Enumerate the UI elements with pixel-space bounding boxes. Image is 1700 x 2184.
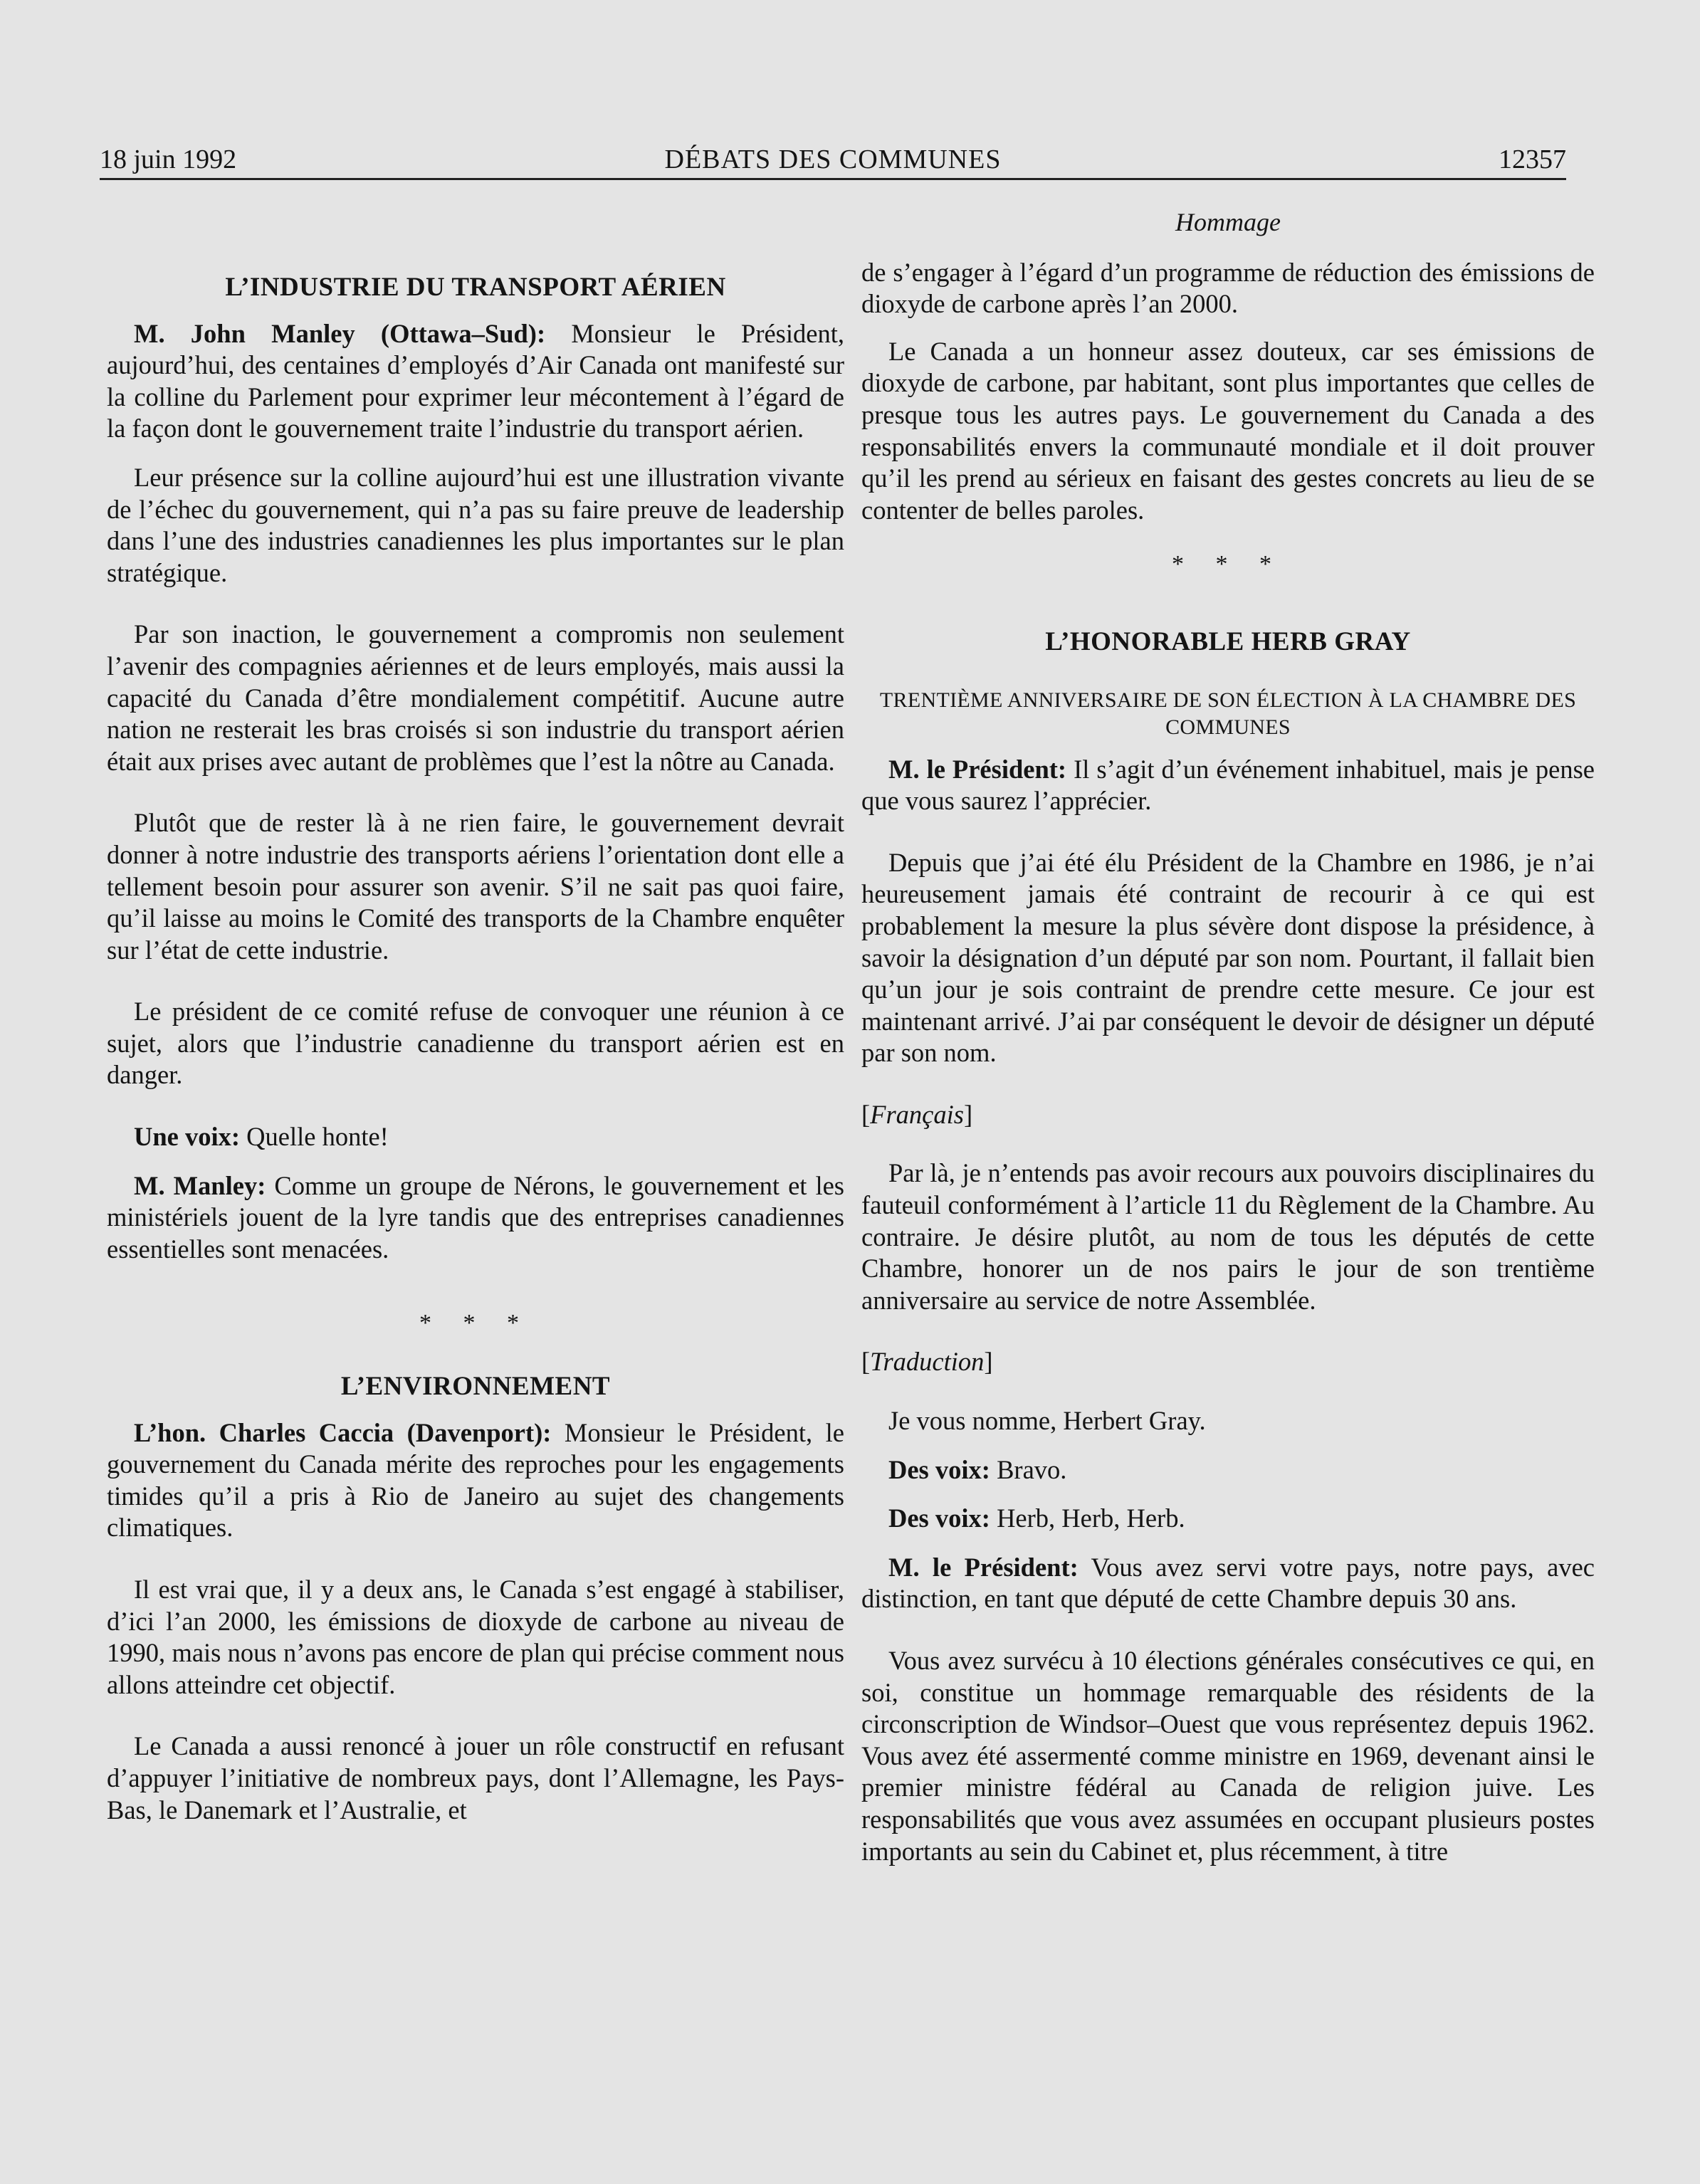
- speech-text: Monsieur le Président, aujourd’hui, des centaines d’employés d’Air Canada ont manifesté sur la colline du Parlement pour exprimer leur mécontement à l’égard de la façon dont le gouvernement traite l’industrie du transport aérien.: [107, 318, 844, 443]
- speech-text: Vous avez servi votre pays, notre pays, avec distinction, en tant que député de cette Chambre depuis 30 ans.: [861, 1552, 1595, 1614]
- section-title-air-transport: L’INDUSTRIE DU TRANSPORT AÉRIEN: [225, 273, 726, 302]
- paragraph: [861, 1503, 1595, 1535]
- speaker-name: Des voix:: [888, 1503, 990, 1533]
- speaker-name: M. Manley:: [134, 1170, 266, 1200]
- speech-text: Il s’agit d’un événement inhabituel, mais je pense que vous saurez l’apprécier.: [861, 754, 1595, 816]
- speech-text: Herb, Herb, Herb.: [990, 1503, 1185, 1533]
- right-column: [861, 206, 1595, 1897]
- section-separator: * * *: [1172, 551, 1284, 578]
- paragraph: [107, 1417, 844, 1544]
- speaker-name: M. le Président:: [888, 1552, 1079, 1582]
- speech-text: Bravo.: [990, 1454, 1067, 1484]
- speech-text: Monsieur le Président, le gouvernement du Canada mérite des reproches pour les engagements timides qu’il a pris à Rio de Janeiro au sujet des changements climatiques.: [107, 1417, 844, 1543]
- speech-text: Quelle honte!: [240, 1122, 389, 1152]
- paragraph: Vous avez survécu à 10 élections générales consécutives ce qui, en soi, constitue un hommage remarquable des résidents de la circonscription de Windsor–Ouest que vous représentez depuis 1962. Vous avez été assermenté comme ministre en 1969, devenant ainsi le premier ministre fédéral au Canada de religion juive. Les responsabilités que vous avez assumées en occupant plusieurs postes importants au sein du Cabinet et, plus récemment, à titre: [861, 1646, 1595, 1866]
- paragraph: Plutôt que de rester là à ne rien faire, le gouvernement devrait donner à notre industrie des transports aériens l’orientation dont elle a tellement besoin pour assurer son avenir. S’il ne sait pas quoi faire, qu’il laisse au moins le Comité des transports de la Chambre enquêter sur l’état de cette industrie.: [107, 808, 844, 965]
- paragraph: Depuis que j’ai été élu Président de la Chambre en 1986, je n’ai heureusement jamais été contraint de recourir à ce qui est probablement la mesure la plus sévère dont dispose la présidence, à savoir la désignation d’un député par son nom. Pourtant, il fallait bien qu’un jour je sois contraint de prendre cette mesure. Ce jour est maintenant arrivé. J’ai par conséquent le devoir de désigner un député par son nom.: [861, 847, 1595, 1068]
- speaker-name: Une voix:: [134, 1122, 241, 1152]
- page-header: [100, 141, 1566, 180]
- language-label: Traduction: [870, 1347, 985, 1377]
- paragraph: [107, 1170, 844, 1266]
- left-column: [107, 206, 844, 1856]
- paragraph: Je vous nomme, Herbert Gray.: [888, 1406, 1206, 1436]
- paragraph: Leur présence sur la colline aujourd’hui est une illustration vivante de l’échec du gouvernement, qui n’a pas su faire preuve de leadership dans l’une des industries canadiennes les plus importantes sur le plan stratégique.: [107, 462, 844, 587]
- paragraph: Le Canada a aussi renoncé à jouer un rôle constructif en refusant d’appuyer l’initiative de nombreux pays, dont l’Allemagne, les Pays-Bas, le Danemark et l’Australie, et: [107, 1731, 844, 1825]
- paragraph: [861, 1552, 1595, 1615]
- language-label: Français: [870, 1099, 964, 1129]
- speaker-name: M. le Président:: [888, 754, 1067, 784]
- paragraph: Le Canada a un honneur assez douteux, car ses émissions de dioxyde de carbone, par habitant, sont plus importantes que celles de presque tous les autres pays. Le gouvernement du Canada a des responsabilités envers la communauté mondiale et il doit prouver qu’il les prend au sérieux en faisant des gestes concrets au lieu de se contenter de belles paroles.: [861, 336, 1595, 525]
- section-title-environment: L’ENVIRONNEMENT: [340, 1372, 611, 1402]
- rubric-label: Hommage: [1175, 208, 1281, 236]
- speaker-name: L’hon. Charles Caccia (Davenport):: [134, 1417, 552, 1447]
- speech-text: Comme un groupe de Nérons, le gouvernement et les ministériels jouent de la lyre tandis que des entreprises canadiennes essentielles sont menacées.: [107, 1170, 844, 1264]
- paragraph: [107, 318, 844, 445]
- section-separator: * * *: [419, 1310, 532, 1337]
- paragraph: Il est vrai que, il y a deux ans, le Canada s’est engagé à stabiliser, d’ici l’an 2000, les émissions de dioxyde de carbone au niveau de 1990, mais nous n’avons pas encore de plan qui précise comment nous allons atteindre cet objectif.: [107, 1575, 844, 1699]
- section-title-herb-gray: L’HONORABLE HERB GRAY: [1045, 626, 1411, 656]
- paragraph: de s’engager à l’égard d’un programme de réduction des émissions de dioxyde de carbone après l’an 2000.: [861, 257, 1595, 319]
- speaker-name: Des voix:: [888, 1454, 990, 1484]
- paragraph: Par son inaction, le gouvernement a compromis non seulement l’avenir des compagnies aériennes et de leurs employés, mais aussi la capacité du Canada d’être mondialement compétitif. Aucune autre nation ne resterait les bras croisés si son industrie du transport aérien était aux prises avec autant de problèmes que l’est la nôtre au Canada.: [107, 619, 844, 776]
- language-marker: [Français]: [861, 1099, 973, 1129]
- header-date: 18 juin 1992: [100, 145, 237, 174]
- paragraph: [107, 1121, 844, 1153]
- paragraph: [861, 754, 1595, 817]
- paragraph: Le président de ce comité refuse de convoquer une réunion à ce sujet, alors que l’industrie canadienne du transport aérien est en danger.: [107, 997, 844, 1090]
- paragraph: [861, 1454, 1595, 1486]
- paragraph: Par là, je n’entends pas avoir recours aux pouvoirs disciplinaires du fauteuil conformément à l’article 11 du Règlement de la Chambre. Au contraire. Je désire plutôt, au nom de tous les députés de cette Chambre, honorer un de nos pairs le jour de son trentième anniversaire au service de notre Assemblée.: [861, 1158, 1595, 1315]
- speaker-name: M. John Manley (Ottawa–Sud):: [134, 318, 546, 348]
- header-page-number: 12357: [1499, 145, 1566, 174]
- header-title: DÉBATS DES COMMUNES: [664, 145, 1002, 174]
- subsection-title: TRENTIÈME ANNIVERSAIRE DE SON ÉLECTION À LA CHAMBRE DES COMMUNES: [879, 688, 1577, 739]
- language-marker: [Traduction]: [861, 1347, 993, 1377]
